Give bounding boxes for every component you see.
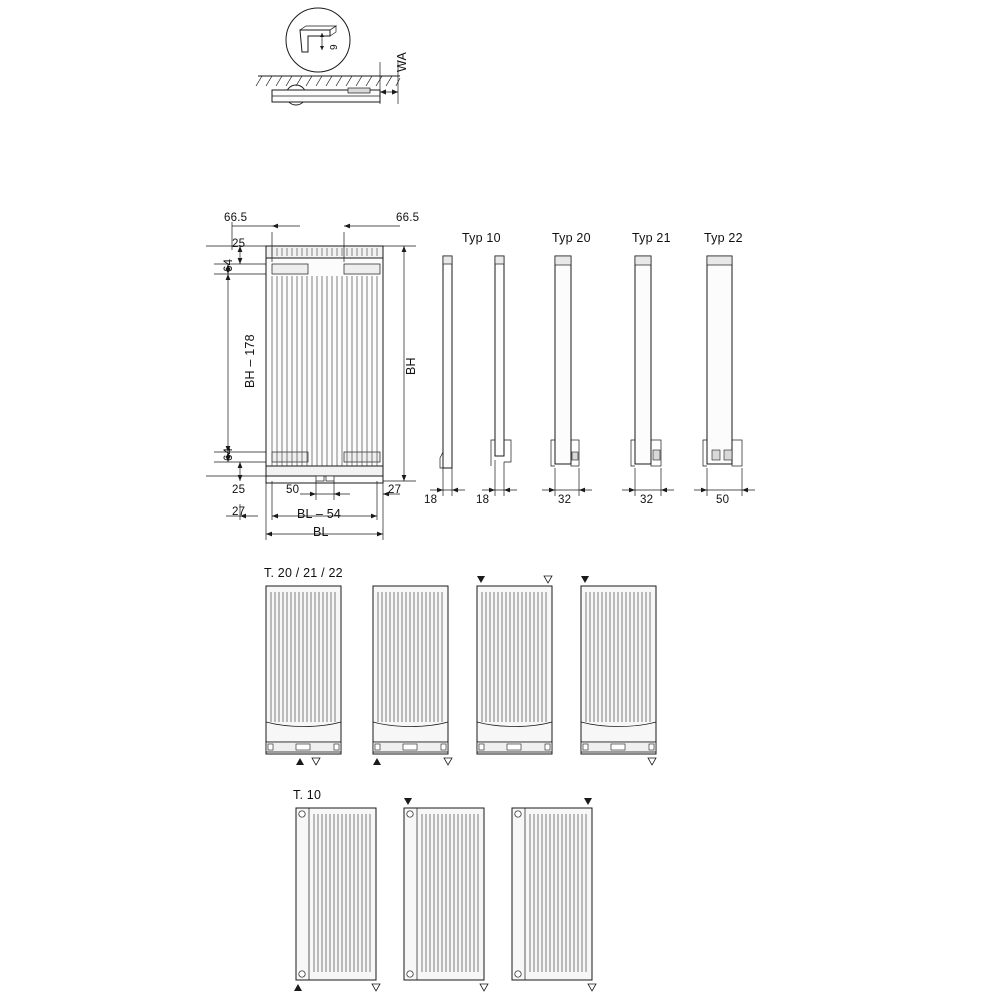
side-view-label-typ10: Typ 10: [462, 231, 501, 245]
dim-length-inner: BL – 54: [297, 507, 342, 521]
connection-row-label-10: T. 10: [293, 788, 322, 802]
dim-typ10-depth-left: 18: [424, 494, 438, 506]
dim-length-total: BL: [313, 525, 329, 539]
dim-right-offset: 66.5: [396, 212, 420, 224]
dim-height-total: BH: [404, 357, 418, 375]
side-view-label-typ21: Typ 21: [632, 231, 671, 245]
dim-left-offset: 66.5: [224, 212, 248, 224]
dim-center-50: 50: [286, 484, 300, 496]
dim-bottom-25: 25: [232, 484, 246, 496]
wa-label: WA: [395, 51, 409, 72]
dim-left-27: 27: [232, 506, 246, 518]
dim-top-64: 64: [223, 258, 235, 272]
dim-top-25: 25: [232, 238, 246, 250]
dim-typ21-depth: 32: [640, 494, 654, 506]
dim-bottom-64: 64: [223, 447, 235, 461]
dim-right-27: 27: [388, 484, 402, 496]
dim-height-inner: BH – 178: [243, 334, 257, 388]
bracket-dim-label: 9: [329, 44, 340, 50]
connection-row-label-20-21-22: T. 20 / 21 / 22: [264, 566, 343, 580]
side-view-label-typ22: Typ 22: [704, 231, 743, 245]
dim-typ20-depth: 32: [558, 494, 572, 506]
dim-typ10-depth-right: 18: [476, 494, 490, 506]
side-view-label-typ20: Typ 20: [552, 231, 591, 245]
dim-typ22-depth: 50: [716, 494, 730, 506]
